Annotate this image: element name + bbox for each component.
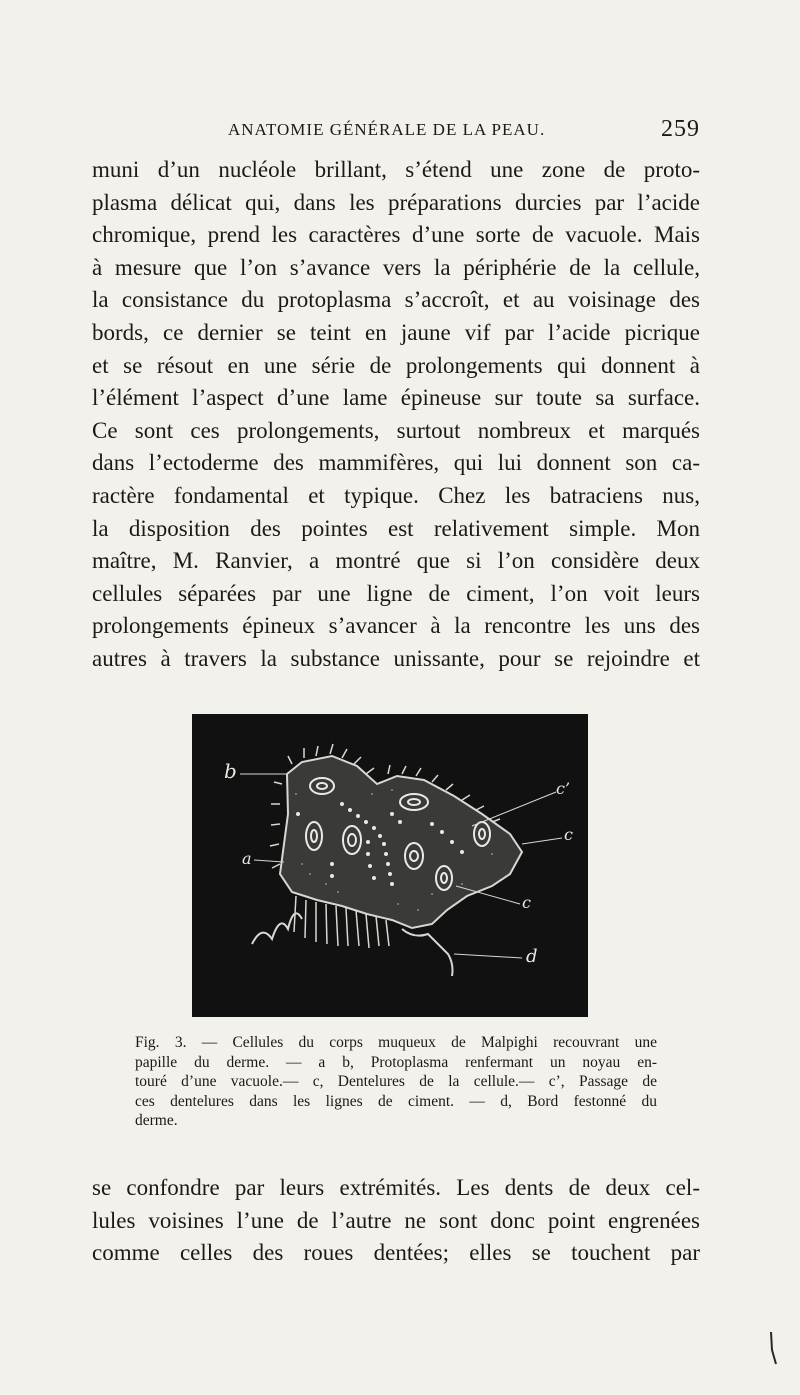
text-line: et se résout en une série de prolongements qui donnent à [92, 352, 700, 378]
figure-malpighi-cells [192, 714, 588, 1017]
text-line: dans l’ectoderme des mammifères, qui lui donnent son ca- [92, 450, 700, 476]
cell-illustration [192, 714, 588, 1017]
page-number: 259 [661, 116, 700, 142]
margin-pencil-mark [768, 1330, 778, 1366]
caption-line: ces dentelures dans les lignes de ciment. — d, Bord festonné du [135, 1092, 657, 1110]
running-title: ANATOMIE GÉNÉRALE DE LA PEAU. [228, 120, 546, 139]
caption-line: derme. [135, 1112, 178, 1129]
label-b: b [224, 759, 237, 783]
text-line: maître, M. Ranvier, a montré que si l’on considère deux [92, 548, 700, 574]
text-line: l’élément l’aspect d’une lame épineuse sur toute sa surface. [92, 385, 700, 411]
text-line: à mesure que l’on s’avance vers la périphérie de la cellule, [92, 254, 700, 280]
text-line: cellules séparées par une ligne de ciment, l’on voit leurs [92, 580, 700, 606]
caption-line: touré d’une vacuole.— c, Dentelures de la cellule.— c’, Passage de [135, 1073, 657, 1090]
text-line: Ce sont ces prolongements, surtout nombreux et marqués [92, 417, 700, 443]
running-header [92, 116, 700, 148]
text-line: muni d’un nucléole brillant, s’étend une zone de proto- [92, 157, 700, 182]
text-line: autres à travers la substance unissante, pour se rejoindre et [92, 645, 700, 671]
figure-caption [135, 1033, 657, 1131]
text-line: ractère fondamental et typique. Chez les batraciens nus, [92, 482, 700, 508]
text-line: bords, ce dernier se teint en jaune vif par l’acide picrique [92, 319, 700, 345]
label-a: a [242, 849, 252, 868]
label-c-prime: c’ [556, 779, 571, 798]
label-d: d [526, 946, 538, 967]
label-c: c [522, 893, 531, 912]
caption-line: Fig. 3. — Cellules du corps muqueux de Malpighi recouvrant une [135, 1034, 657, 1051]
label-c: c [564, 825, 573, 844]
text-line: plasma délicat qui, dans les préparations durcies par l’acide [92, 189, 700, 215]
text-line: se confondre par leurs extrémités. Les dents de deux cel- [92, 1175, 700, 1200]
text-line: comme celles des roues dentées; elles se touchent par [92, 1240, 700, 1266]
text-line: prolongements épineux s’avancer à la rencontre les uns des [92, 613, 700, 639]
text-line: la consistance du protoplasma s’accroît, et au voisinage des [92, 287, 700, 313]
body-text-bottom [92, 1172, 700, 1270]
body-text-top [92, 154, 700, 676]
text-line: lules voisines l’une de l’autre ne sont donc point engrenées [92, 1207, 700, 1233]
caption-line: papille du derme. — a b, Protoplasma renfermant un noyau en- [135, 1053, 657, 1071]
text-line: chromique, prend les caractères d’une sorte de vacuole. Mais [92, 222, 700, 248]
text-line: la disposition des pointes est relativement simple. Mon [92, 515, 700, 541]
